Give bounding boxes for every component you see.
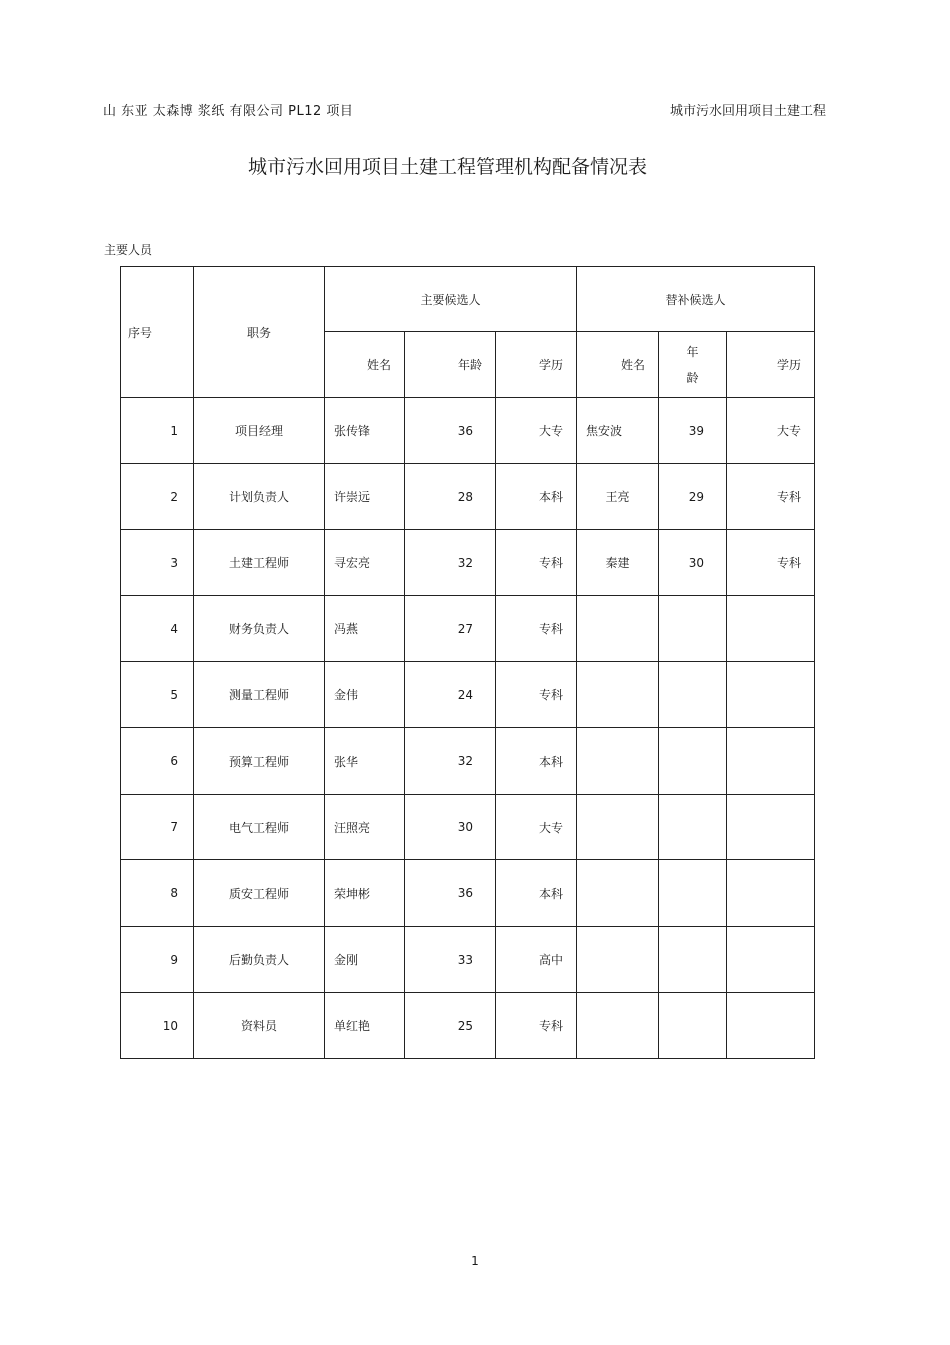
row-name: 荣坤彬 [325, 860, 405, 927]
row-alt-name: 王亮 [577, 464, 659, 530]
row-name: 冯燕 [325, 596, 405, 662]
header-age: 年龄 [405, 332, 496, 398]
row-alt-age [659, 993, 727, 1059]
table-row [121, 398, 815, 464]
row-edu: 大专 [496, 795, 577, 860]
row-age: 32 [405, 728, 496, 795]
row-alt-edu [727, 596, 815, 662]
row-seq: 8 [121, 860, 194, 927]
row-seq: 9 [121, 927, 194, 993]
header-alt-age [659, 332, 727, 398]
row-alt-age [659, 662, 727, 728]
row-alt-age: 30 [659, 530, 727, 596]
row-edu: 本科 [496, 728, 577, 795]
row-alt-name [577, 860, 659, 927]
row-edu: 本科 [496, 464, 577, 530]
row-role: 质安工程师 [194, 860, 325, 927]
row-name: 寻宏亮 [325, 530, 405, 596]
row-alt-name: 焦安波 [577, 398, 659, 464]
row-alt-name [577, 662, 659, 728]
row-alt-age: 39 [659, 398, 727, 464]
row-edu: 大专 [496, 398, 577, 464]
row-name: 张传锋 [325, 398, 405, 464]
row-seq: 5 [121, 662, 194, 728]
table-row [121, 795, 815, 860]
row-alt-edu [727, 927, 815, 993]
header-company: 山 东亚 太森博 浆纸 有限公司 PL12 项目 [103, 104, 354, 119]
row-alt-edu: 专科 [727, 530, 815, 596]
row-alt-edu [727, 860, 815, 927]
row-seq: 6 [121, 728, 194, 795]
row-role: 土建工程师 [194, 530, 325, 596]
table-row [121, 530, 815, 596]
row-age: 36 [405, 398, 496, 464]
row-alt-edu [727, 728, 815, 795]
table-row [121, 662, 815, 728]
header-alt-age-1: 年 [686, 344, 699, 359]
row-name: 汪照亮 [325, 795, 405, 860]
row-alt-name [577, 927, 659, 993]
page-title: 城市污水回用项目土建工程管理机构配备情况表 [247, 156, 647, 178]
row-role: 测量工程师 [194, 662, 325, 728]
row-age: 25 [405, 993, 496, 1059]
row-age: 32 [405, 530, 496, 596]
personnel-table [120, 266, 815, 1059]
table-row [121, 596, 815, 662]
table-row [121, 860, 815, 927]
row-alt-edu [727, 993, 815, 1059]
row-role: 资料员 [194, 993, 325, 1059]
row-role: 财务负责人 [194, 596, 325, 662]
header-seq: 序号 [121, 267, 194, 398]
header-alt-edu: 学历 [727, 332, 815, 398]
row-name: 许崇远 [325, 464, 405, 530]
row-alt-age [659, 728, 727, 795]
row-name: 金伟 [325, 662, 405, 728]
row-seq: 7 [121, 795, 194, 860]
row-seq: 10 [121, 993, 194, 1059]
header-alt-name: 姓名 [577, 332, 659, 398]
section-label: 主要人员 [104, 243, 153, 257]
row-alt-edu [727, 662, 815, 728]
row-role: 项目经理 [194, 398, 325, 464]
row-seq: 1 [121, 398, 194, 464]
row-role: 后勤负责人 [194, 927, 325, 993]
row-edu: 专科 [496, 993, 577, 1059]
page-number: 1 [471, 1254, 479, 1268]
table-row [121, 464, 815, 530]
row-edu: 高中 [496, 927, 577, 993]
header-name: 姓名 [325, 332, 405, 398]
row-alt-name [577, 596, 659, 662]
header-role: 职务 [194, 267, 325, 398]
row-alt-age [659, 927, 727, 993]
row-name: 单红艳 [325, 993, 405, 1059]
row-alt-name [577, 993, 659, 1059]
row-age: 36 [405, 860, 496, 927]
row-role: 预算工程师 [194, 728, 325, 795]
row-age: 33 [405, 927, 496, 993]
row-edu: 专科 [496, 596, 577, 662]
row-seq: 2 [121, 464, 194, 530]
row-alt-name: 秦建 [577, 530, 659, 596]
row-alt-edu [727, 795, 815, 860]
header-project: 城市污水回用项目土建工程 [669, 104, 826, 119]
row-seq: 4 [121, 596, 194, 662]
row-alt-name [577, 728, 659, 795]
header-alt-age-2: 龄 [686, 370, 699, 385]
row-edu: 专科 [496, 530, 577, 596]
table-row [121, 993, 815, 1059]
row-seq: 3 [121, 530, 194, 596]
row-age: 27 [405, 596, 496, 662]
row-age: 30 [405, 795, 496, 860]
row-edu: 专科 [496, 662, 577, 728]
header-edu: 学历 [496, 332, 577, 398]
row-alt-age [659, 860, 727, 927]
row-edu: 本科 [496, 860, 577, 927]
table-row [121, 927, 815, 993]
row-age: 24 [405, 662, 496, 728]
header-alt-candidate: 替补候选人 [577, 267, 815, 332]
header-main-candidate: 主要候选人 [325, 267, 577, 332]
row-alt-name [577, 795, 659, 860]
row-alt-age [659, 795, 727, 860]
row-alt-age: 29 [659, 464, 727, 530]
row-role: 计划负责人 [194, 464, 325, 530]
row-name: 金刚 [325, 927, 405, 993]
row-name: 张华 [325, 728, 405, 795]
row-role: 电气工程师 [194, 795, 325, 860]
row-alt-edu: 专科 [727, 464, 815, 530]
row-alt-edu: 大专 [727, 398, 815, 464]
row-age: 28 [405, 464, 496, 530]
table-row [121, 728, 815, 795]
row-alt-age [659, 596, 727, 662]
